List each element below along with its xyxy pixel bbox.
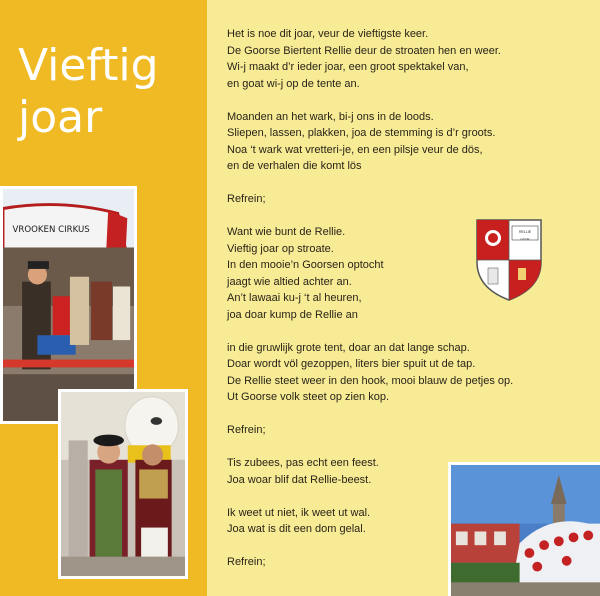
crest-name: RELLIE — [518, 230, 532, 234]
poem-line: Want wie bunt de Rellie. — [227, 226, 346, 238]
poem-line: Doar wordt völ gezoppen, liters bier spuit ut de tap. — [227, 358, 476, 370]
page-title — [18, 40, 159, 144]
photo-performers — [58, 389, 188, 579]
crest-sub: GOOR — [520, 237, 530, 241]
poem-line: in die gruwlijk grote tent, doar an dat lange schap. — [227, 341, 470, 354]
poem-line: en goat wi-j op de tente an. — [227, 77, 360, 90]
stanza-6 — [227, 505, 477, 538]
poem-line: De Goorse Biertent Rellie deur de stroaten hen en weer. — [227, 44, 501, 57]
refrain-label: Refrein; — [227, 424, 266, 436]
poem-line: Ut Goorse volk steet op zien kop. — [227, 391, 390, 403]
poem-line: en de verhalen die komt lös — [227, 160, 362, 172]
poem-line: joa doar kump de Rellie an — [227, 308, 358, 321]
stanza-2 — [227, 109, 496, 175]
poem-line: Vieftig joar op stroate. — [227, 242, 334, 255]
poem-line: jaagt wie altied achter an. — [227, 275, 352, 288]
refrain-label: Refrein; — [227, 556, 266, 568]
stanza-4 — [227, 340, 514, 406]
title-line-2: joar — [18, 92, 103, 143]
poem-line: Sliepen, lassen, plakken, joa de stemming is d’r groots. — [227, 127, 496, 139]
stanza-refrain — [227, 224, 477, 323]
refrain-label: Refrein; — [227, 193, 266, 205]
poem-text — [227, 26, 514, 571]
circus-sign-text: VROOKEN CIRKUS — [12, 224, 90, 235]
poem-line: De Rellie steet weer in den hook, mooi blauw de petjes op. — [227, 374, 514, 387]
title-line-1: Vieftig — [18, 40, 159, 91]
poem-line: An’t lawaai ku-j ‘t al heuren, — [227, 292, 362, 304]
poem-line: In den mooie’n Goorsen optocht — [227, 259, 384, 271]
poem-line: Joa woar blif dat Rellie-beest. — [227, 473, 372, 486]
poem-line: Ik weet ut niet, ik weet ut wal. — [227, 506, 371, 519]
poem-line: Tis zubees, pas echt een feest. — [227, 457, 379, 469]
stanza-1 — [227, 26, 501, 92]
stanza-5 — [227, 455, 477, 488]
rellie-crest-icon — [474, 214, 544, 302]
poem-line: Moanden an het wark, bi-j ons in de loods. — [227, 110, 434, 123]
poem-line: Joa wat is dit een dom gelal. — [227, 523, 366, 535]
poem-line: Wi-j maakt d’r ieder joar, een groot spektakel van, — [227, 61, 469, 73]
poem-line: Noa ‘t wark wat vretteri-je, en een pilsje veur de dös, — [227, 143, 483, 156]
poem-line: Het is noe dit joar, veur de vieftigste keer. — [227, 28, 429, 40]
